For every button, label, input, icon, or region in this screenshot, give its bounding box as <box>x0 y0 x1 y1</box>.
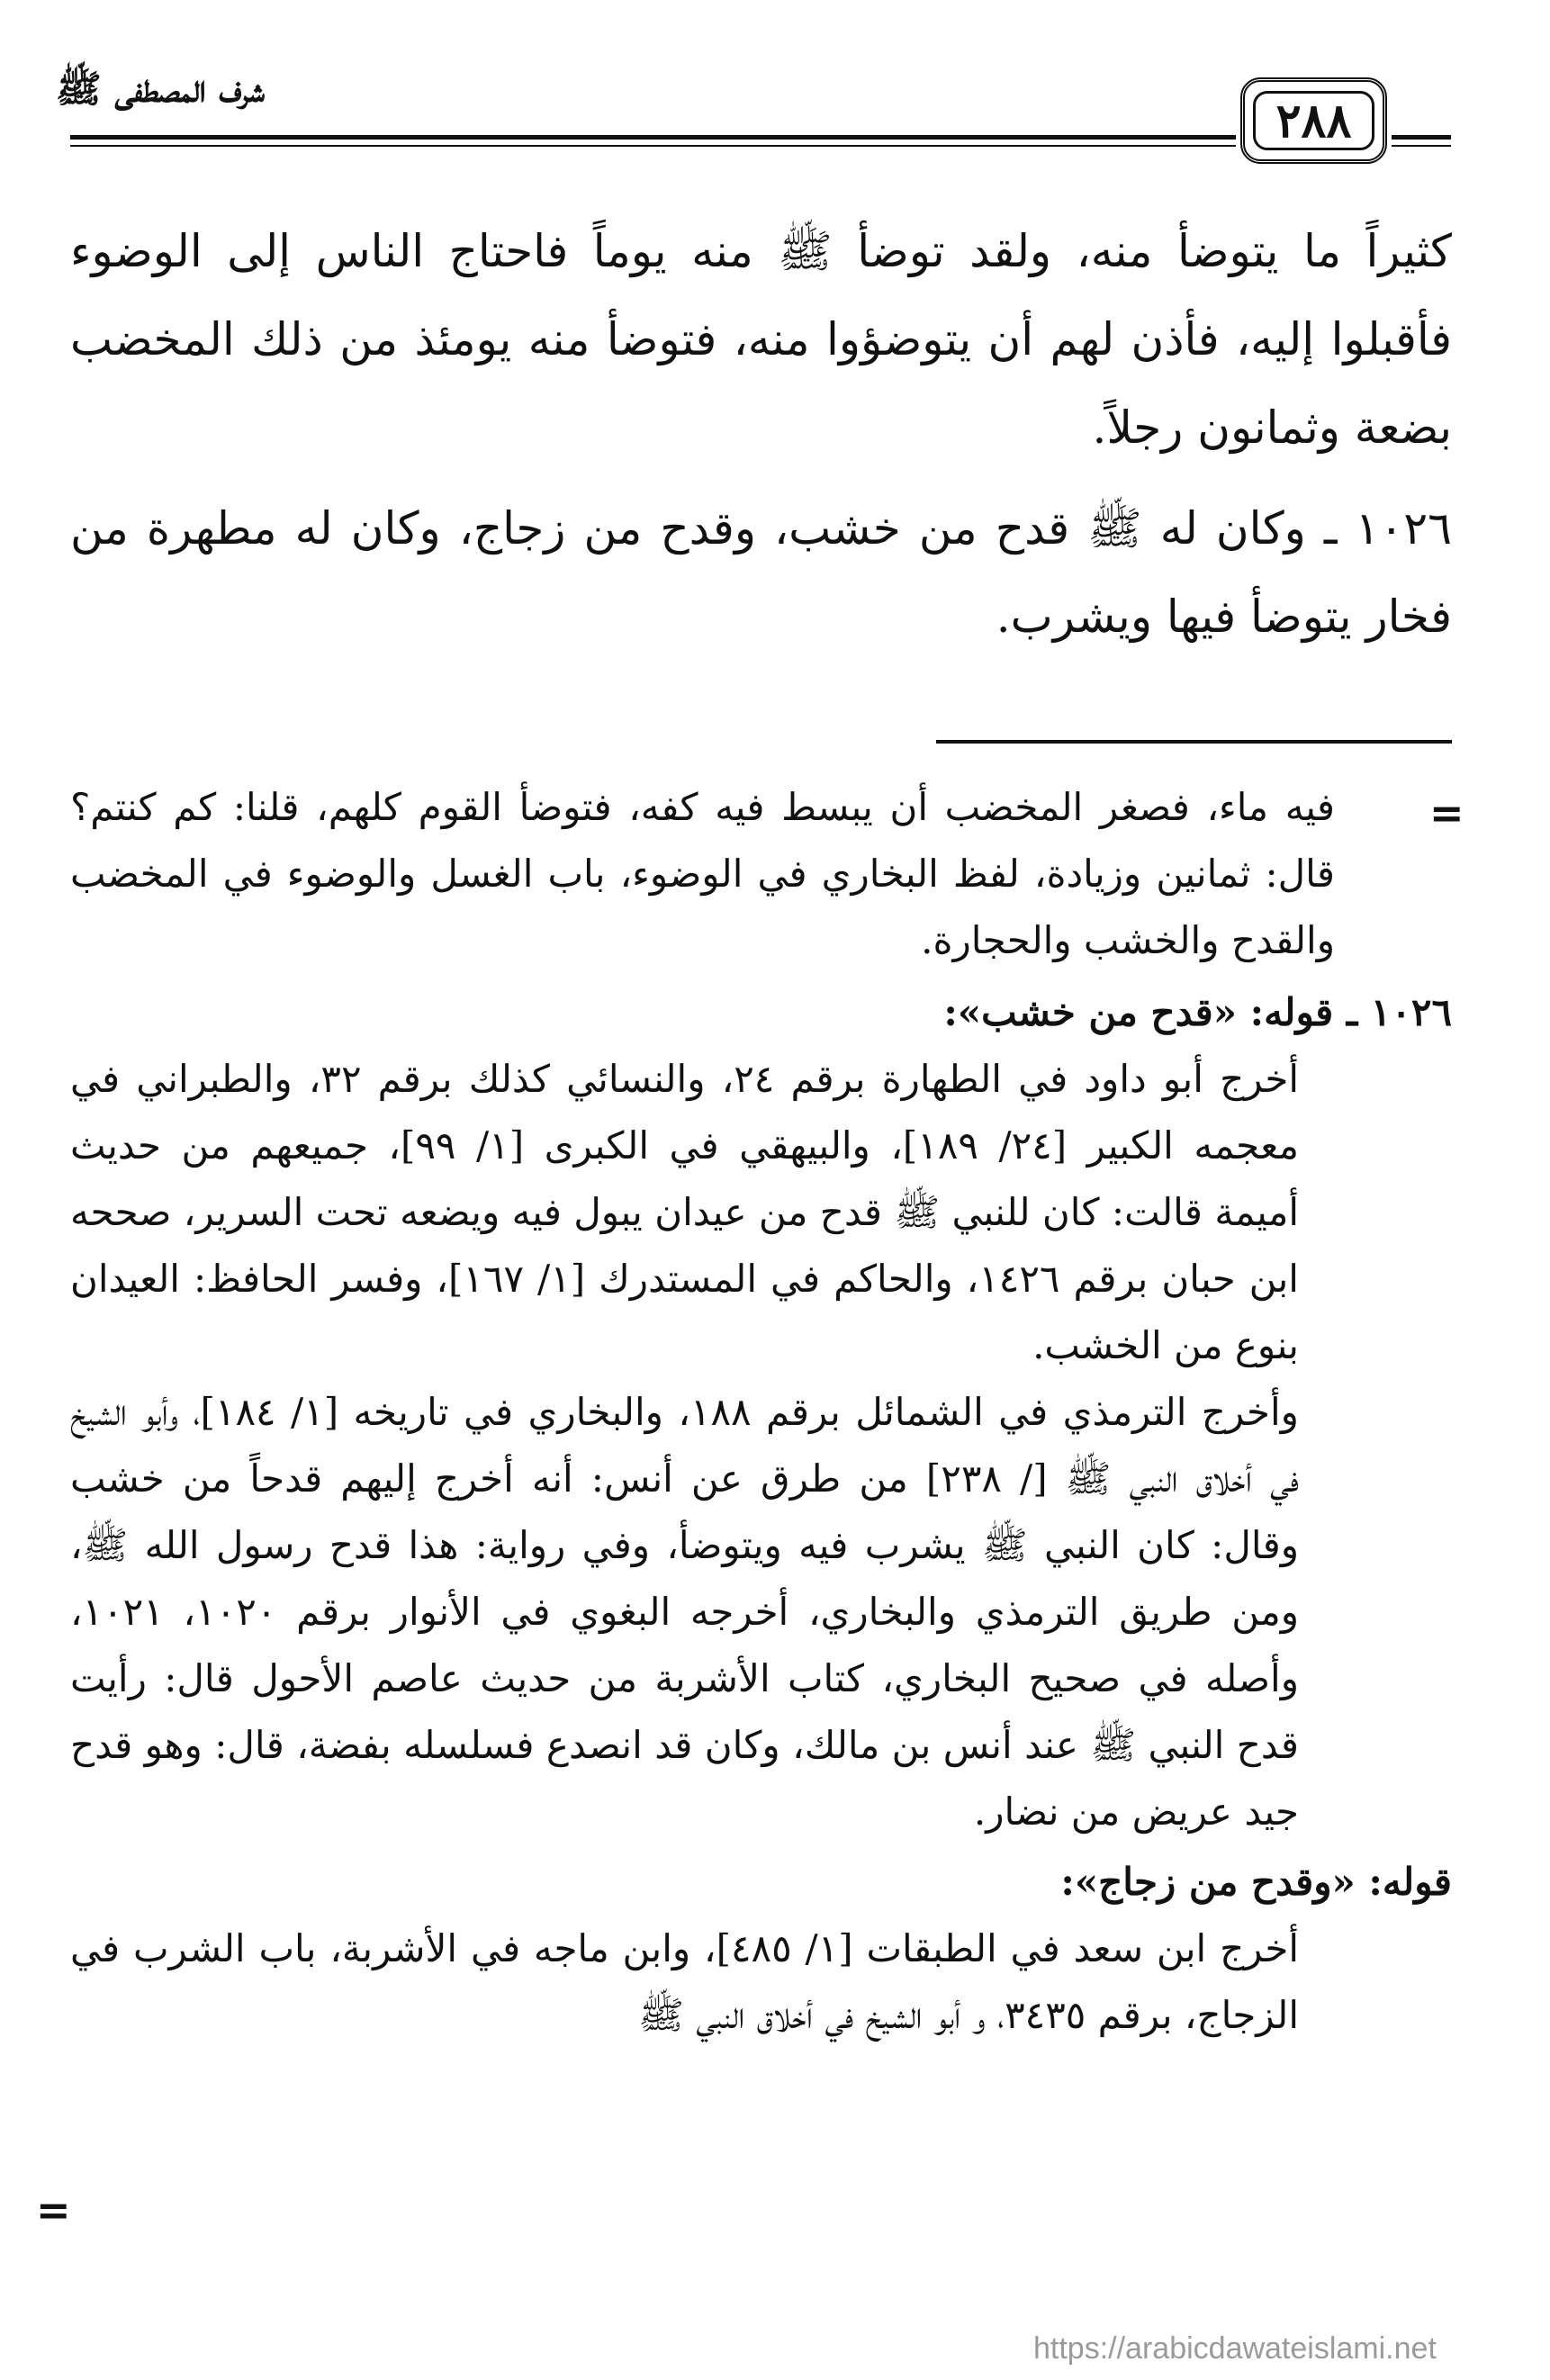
footnote-divider <box>936 740 1452 744</box>
header-rule-right <box>1392 135 1451 140</box>
footnote-paragraph: أخرج أبو داود في الطهارة برقم ٢٤، والنسائي كذلك برقم ٣٢، والطبراني في معجمه الكبير [٢٤/ ١٨٩]، والبيهقي في الكبرى [١/ ٩٩]، جميعهم من حديث أميمة قالت: كان للنبي ﷺ قدح من عيدان يبول فيه ويضعه تحت السرير، صححه ابن حبان برقم ١٤٢٦، والحاكم في المستدرك [١/ ١٦٧]، وفسر الحافظ: العيدان بنوع من الخشب. <box>70 1057 1300 1367</box>
footnote-heading: ١٠٢٦ ـ قوله: «قدح من خشب»: <box>943 990 1452 1034</box>
footnotes <box>70 774 1452 2049</box>
page-number-frame <box>1240 77 1387 164</box>
page-number: ٢٨٨ <box>1253 91 1374 150</box>
footnote-continuation: فيه ماء، فصغر المخضب أن يبسط فيه كفه، فتوضأ القوم كلهم، قلنا: كم كنتم؟ قال: ثمانين وزيادة، لفظ البخاري في الوضوء، باب الغسل والوضوء في المخضب والقدح والخشب والحجارة. <box>70 785 1335 962</box>
main-paragraph-2: ١٠٢٦ ـ وكان له ﷺ قدح من خشب، وقدح من زجاج، وكان له مطهرة من فخار يتوضأ فيها ويشرب. <box>70 502 1452 643</box>
continuation-marker: = <box>1429 789 1464 837</box>
footnote-heading: قوله: «وقدح من زجاج»: <box>1060 1860 1452 1904</box>
main-paragraph-1: كثيراً ما يتوضأ منه، ولقد توضأ ﷺ منه يوماً فاحتاج الناس إلى الوضوء فأقبلوا إليه، فأذن لهم أن يتوضؤوا منه، فتوضأ منه يومئذ من ذلك المخضب بضعة وثمانون رجلاً. <box>70 225 1452 454</box>
end-continuation-marker: = <box>36 2186 71 2234</box>
main-text <box>70 207 1452 661</box>
book-title: شرف المصطفى ﷺ <box>56 67 266 111</box>
header-rule-thin <box>70 145 1236 147</box>
header-rule <box>70 135 1236 140</box>
footnote-paragraph: وأخرج الترمذي في الشمائل برقم ١٨٨، والبخاري في تاريخه [١/ ١٨٤]، وأبو الشيخ في أخلاق النبي ﷺ [/ ٢٣٨] من طرق عن أنس: أنه أخرج إليهم قدحاً من خشب وقال: كان النبي ﷺ يشرب فيه ويتوضأ، وفي رواية: هذا قدح رسول الله ﷺ، ومن طريق الترمذي والبخاري، أخرجه البغوي في الأنوار برقم ١٠٢٠، ١٠٢١، وأصله في صحيح البخاري، كتاب الأشربة من حديث عاصم الأحول قال: رأيت قدح النبي ﷺ عند أنس بن مالك، وكان قد انصدع فسلسله بفضة، قال: وهو قدح جيد عريض من نضار. <box>70 1390 1300 1834</box>
watermark: https://arabicdawateislami.net <box>1033 2331 1437 2366</box>
header-rule-right-thin <box>1392 145 1451 147</box>
page-header <box>0 0 1550 180</box>
footnote-paragraph: أخرج ابن سعد في الطبقات [١/ ٤٨٥]، وابن ماجه في الأشربة، باب الشرب في الزجاج، برقم ٣٤٣٥، و أبو الشيخ في أخلاق النبي ﷺ <box>70 1926 1299 2037</box>
